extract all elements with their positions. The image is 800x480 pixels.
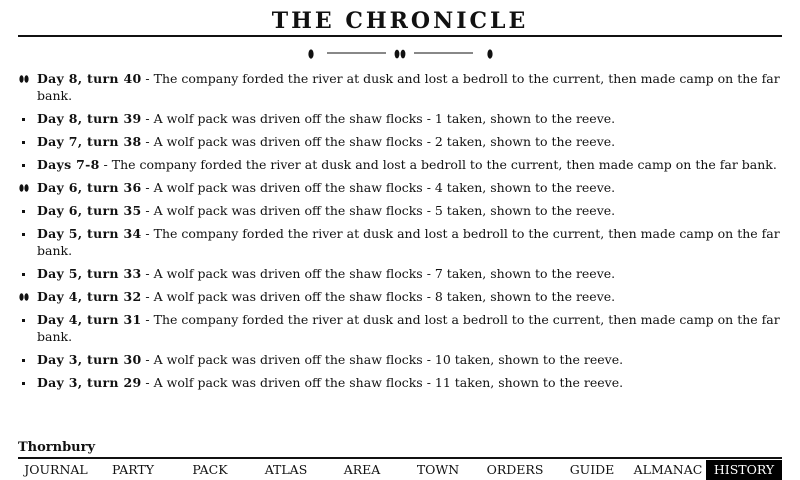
chronicle-entry	[18, 311, 784, 345]
tab-guide[interactable]: GUIDE	[569, 462, 615, 477]
entry-text: - A wolf pack was driven off the shaw flocks - 8 taken, shown to the reeve.	[141, 289, 616, 304]
entry-timestamp: Day 4, turn 32	[37, 289, 142, 304]
tab-journal[interactable]: JOURNAL	[24, 462, 88, 477]
tab-town[interactable]: TOWN	[416, 462, 460, 477]
chronicle-entry	[18, 156, 784, 173]
entry-timestamp: Day 4, turn 31	[37, 312, 142, 327]
tab-party[interactable]: PARTY	[111, 462, 155, 477]
entry-timestamp: Day 3, turn 29	[37, 375, 142, 390]
chronicle-entry	[18, 202, 784, 219]
entry-timestamp: Days 7-8	[37, 157, 100, 172]
tab-history[interactable]: HISTORY	[706, 460, 782, 480]
bullet-icon	[18, 110, 34, 127]
chronicle-entry	[18, 265, 784, 282]
entry-text: - A wolf pack was driven off the shaw flocks - 5 taken, shown to the reeve.	[141, 203, 616, 218]
pawprint-icon	[18, 70, 34, 87]
page-title: THE CHRONICLE	[271, 8, 529, 34]
chronicle-entry	[18, 288, 784, 305]
entry-text: - The company forded the river at dusk and lost a bedroll to the current, then made camp on the far bank.	[37, 71, 780, 103]
bullet-icon	[18, 202, 34, 219]
chronicle-entry	[18, 225, 784, 259]
entry-text: - The company forded the river at dusk and lost a bedroll to the current, then made camp on the far bank.	[37, 312, 780, 344]
pawprint-icon	[18, 288, 34, 305]
chronicle-entry	[18, 70, 784, 104]
chronicle-entry	[18, 179, 784, 196]
chronicle-entry	[18, 110, 784, 127]
entry-timestamp: Day 5, turn 33	[37, 266, 142, 281]
entry-text: - A wolf pack was driven off the shaw flocks - 7 taken, shown to the reeve.	[141, 266, 616, 281]
footer-divider	[18, 457, 782, 459]
entry-timestamp: Day 5, turn 34	[37, 226, 142, 241]
entry-timestamp: Day 8, turn 40	[37, 71, 142, 86]
tab-area[interactable]: AREA	[343, 462, 381, 477]
tab-orders[interactable]: ORDERS	[486, 462, 544, 477]
entry-text: - A wolf pack was driven off the shaw flocks - 1 taken, shown to the reeve.	[141, 111, 616, 126]
tab-almanac[interactable]: ALMANAC	[633, 462, 703, 477]
pawprint-icon	[18, 179, 34, 196]
entry-timestamp: Day 6, turn 35	[37, 203, 142, 218]
entry-text: - The company forded the river at dusk and lost a bedroll to the current, then made camp on the far bank.	[99, 157, 777, 172]
entry-text: - A wolf pack was driven off the shaw flocks - 10 taken, shown to the reeve.	[141, 352, 624, 367]
chronicle-entry	[18, 133, 784, 150]
entry-text: - The company forded the river at dusk and lost a bedroll to the current, then made camp on the far bank.	[37, 226, 780, 258]
entry-timestamp: Day 6, turn 36	[37, 180, 142, 195]
bullet-icon	[18, 374, 34, 391]
chronicle-entry-list	[18, 70, 784, 397]
bullet-icon	[18, 351, 34, 368]
chronicle-entry	[18, 374, 784, 391]
entry-text: - A wolf pack was driven off the shaw flocks - 11 taken, shown to the reeve.	[141, 375, 624, 390]
entry-timestamp: Day 7, turn 38	[37, 134, 142, 149]
entry-text: - A wolf pack was driven off the shaw flocks - 4 taken, shown to the reeve.	[141, 180, 616, 195]
entry-timestamp: Day 3, turn 30	[37, 352, 142, 367]
bullet-icon	[18, 133, 34, 150]
tab-pack[interactable]: PACK	[192, 462, 228, 477]
bullet-icon	[18, 311, 34, 328]
entry-timestamp: Day 8, turn 39	[37, 111, 142, 126]
bullet-icon	[18, 156, 34, 173]
ornament-divider	[300, 46, 500, 62]
entry-text: - A wolf pack was driven off the shaw flocks - 2 taken, shown to the reeve.	[141, 134, 616, 149]
location-name: Thornbury	[18, 440, 96, 455]
bullet-icon	[18, 225, 34, 242]
bullet-icon	[18, 265, 34, 282]
chronicle-entry	[18, 351, 784, 368]
tab-bar	[18, 460, 782, 480]
tab-atlas[interactable]: ATLAS	[264, 462, 308, 477]
title-divider	[18, 35, 782, 37]
